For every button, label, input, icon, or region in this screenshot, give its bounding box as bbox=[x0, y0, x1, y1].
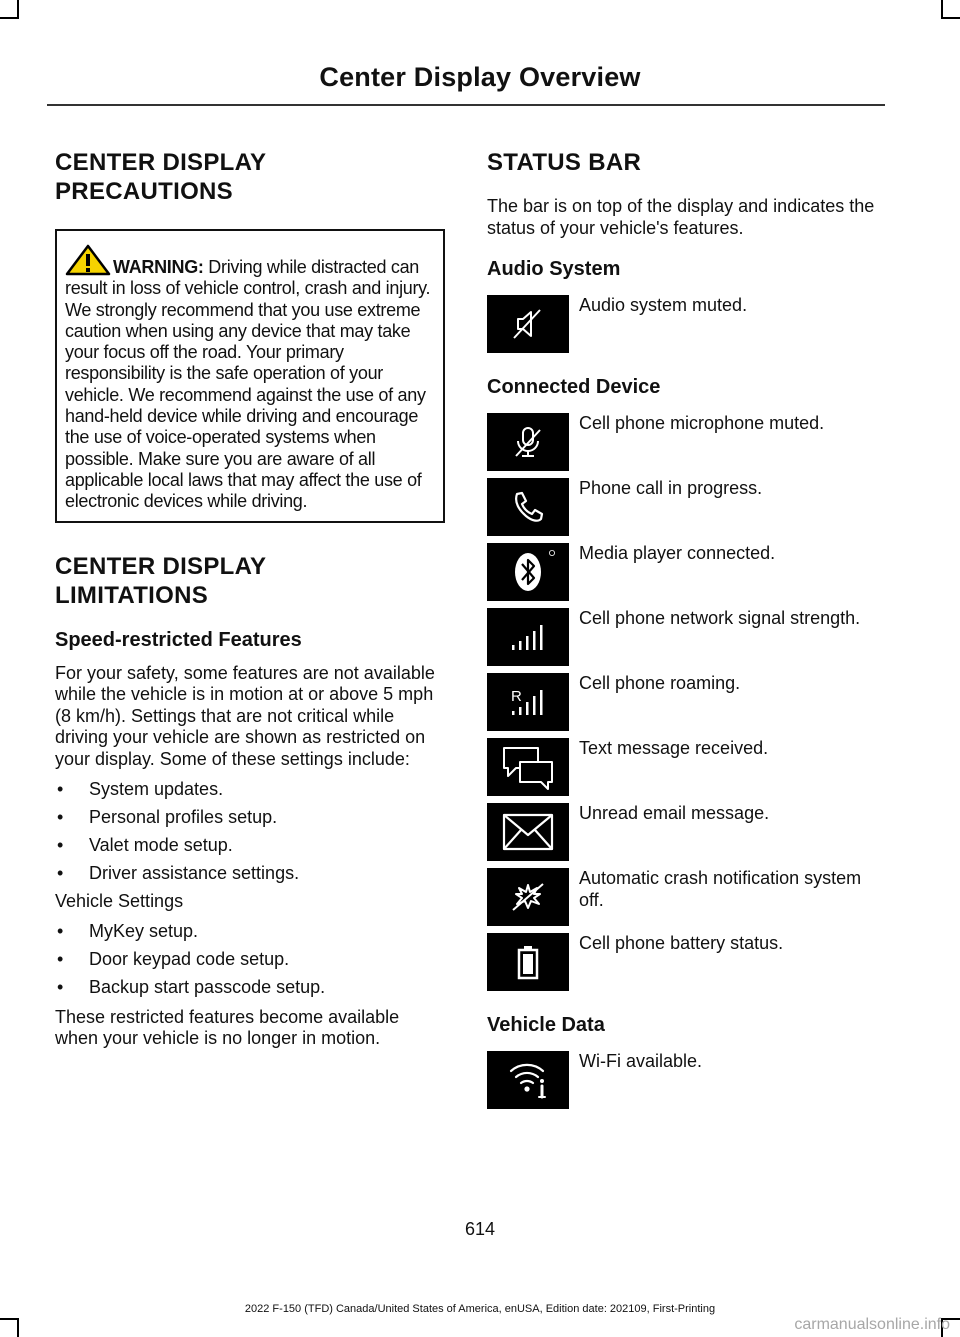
status-row-text: Phone call in progress. bbox=[579, 478, 763, 498]
status-row-wifi bbox=[487, 1051, 887, 1116]
status-row-text: Cell phone battery status. bbox=[579, 933, 784, 953]
warning-box bbox=[55, 229, 445, 523]
status-row-text: Cell phone network signal strength. bbox=[579, 608, 861, 628]
status-row-text: Cell phone microphone muted. bbox=[579, 413, 825, 433]
signal-strength-icon bbox=[487, 608, 569, 666]
header-divider bbox=[47, 104, 885, 106]
battery-icon bbox=[487, 933, 569, 991]
status-row-text: Cell phone roaming. bbox=[579, 673, 741, 693]
status-row-text: Wi-Fi available. bbox=[579, 1051, 703, 1071]
restricted-settings-list bbox=[55, 775, 445, 887]
status-row-text: Audio system muted. bbox=[579, 295, 748, 315]
vehicle-data-heading: Vehicle Data bbox=[487, 1014, 605, 1036]
email-icon bbox=[487, 803, 569, 861]
crop-mark bbox=[0, 17, 19, 19]
left-column bbox=[55, 148, 445, 1050]
status-row-mic-muted bbox=[487, 413, 887, 478]
status-row-text: Automatic crash notification system off. bbox=[579, 868, 862, 910]
vehicle-settings-label: Vehicle Settings bbox=[55, 891, 184, 912]
status-bar-heading: STATUS BAR bbox=[487, 149, 642, 176]
page-footer: 2022 F-150 (TFD) Canada/United States of America, enUSA, Edition date: 202109, First-Printing bbox=[244, 1303, 716, 1315]
right-column bbox=[487, 148, 887, 1116]
status-row-audio-muted bbox=[487, 295, 887, 360]
limitations-heading-line1: CENTER DISPLAY bbox=[55, 552, 267, 580]
crash-notification-off-icon bbox=[487, 868, 569, 926]
text-message-icon bbox=[487, 738, 569, 796]
speed-restricted-intro: For your safety, some features are not available while the vehicle is in motion at or above 5 mph (8 km/h). Settings that are not critical while driving your vehicle are shown as restricted on your display. Some of these settings include: bbox=[55, 662, 435, 769]
status-row-phone-call bbox=[487, 478, 887, 543]
precautions-heading-line2: PRECAUTIONS bbox=[55, 178, 233, 205]
connected-device-heading: Connected Device bbox=[487, 376, 661, 398]
list-item: • Door keypad code setup. bbox=[55, 945, 445, 973]
list-item: • Backup start passcode setup. bbox=[55, 973, 445, 1001]
page-header-title: Center Display Overview bbox=[319, 62, 641, 92]
roaming-icon bbox=[487, 673, 569, 731]
list-item: • System updates. bbox=[55, 775, 445, 803]
status-row-roaming bbox=[487, 673, 887, 738]
list-item: • Valet mode setup. bbox=[55, 831, 445, 859]
microphone-muted-icon bbox=[487, 413, 569, 471]
phone-icon bbox=[487, 478, 569, 536]
warning-triangle-icon bbox=[65, 244, 111, 276]
speaker-muted-icon bbox=[487, 295, 569, 353]
status-row-text-message bbox=[487, 738, 887, 803]
status-row-battery bbox=[487, 933, 887, 998]
status-row-text: Unread email message. bbox=[579, 803, 770, 823]
precautions-heading bbox=[55, 148, 445, 206]
limitations-heading bbox=[55, 552, 445, 610]
watermark[interactable]: carmanualsonline.info bbox=[794, 1316, 950, 1333]
status-bar-intro: The bar is on top of the display and indicates the status of your vehicle's features. bbox=[487, 196, 875, 238]
audio-system-heading: Audio System bbox=[487, 258, 621, 280]
speed-restricted-heading: Speed-restricted Features bbox=[55, 628, 302, 651]
status-row-crash-notification bbox=[487, 868, 887, 933]
closing-paragraph: These restricted features become available when your vehicle is no longer in motion. bbox=[55, 1006, 400, 1049]
wifi-info-icon bbox=[487, 1051, 569, 1109]
crop-mark bbox=[941, 17, 960, 19]
status-row-text: Text message received. bbox=[579, 738, 769, 758]
crop-mark bbox=[17, 1318, 19, 1337]
page-number: 614 bbox=[464, 1219, 496, 1239]
list-item: • Driver assistance settings. bbox=[55, 859, 445, 887]
status-row-bluetooth bbox=[487, 543, 887, 608]
list-item: • Personal profiles setup. bbox=[55, 803, 445, 831]
status-row-text: Media player connected. bbox=[579, 543, 776, 563]
crop-mark bbox=[0, 1318, 19, 1320]
warning-label: WARNING: bbox=[113, 257, 204, 277]
limitations-heading-line2: LIMITATIONS bbox=[55, 581, 209, 609]
status-row-email bbox=[487, 803, 887, 868]
precautions-heading-line1: CENTER DISPLAY bbox=[55, 149, 267, 176]
bluetooth-icon bbox=[487, 543, 569, 601]
list-item: • MyKey setup. bbox=[55, 917, 445, 945]
status-row-signal bbox=[487, 608, 887, 673]
svg-text:R: R bbox=[511, 688, 522, 705]
vehicle-settings-list bbox=[55, 917, 445, 1001]
warning-text: Driving while distracted can result in loss of vehicle control, crash and injury. We strongly recommend that you use extreme caution when using any device that may take your focus off the road. Your primary responsibility is the safe operation of your vehicle. We recommend against the use of any hand-held device while driving and encourage the use of voice-operated systems when possible. Make sure you are aware of all applicable local laws that may affect the use of electronic devices while driving. bbox=[65, 257, 431, 512]
